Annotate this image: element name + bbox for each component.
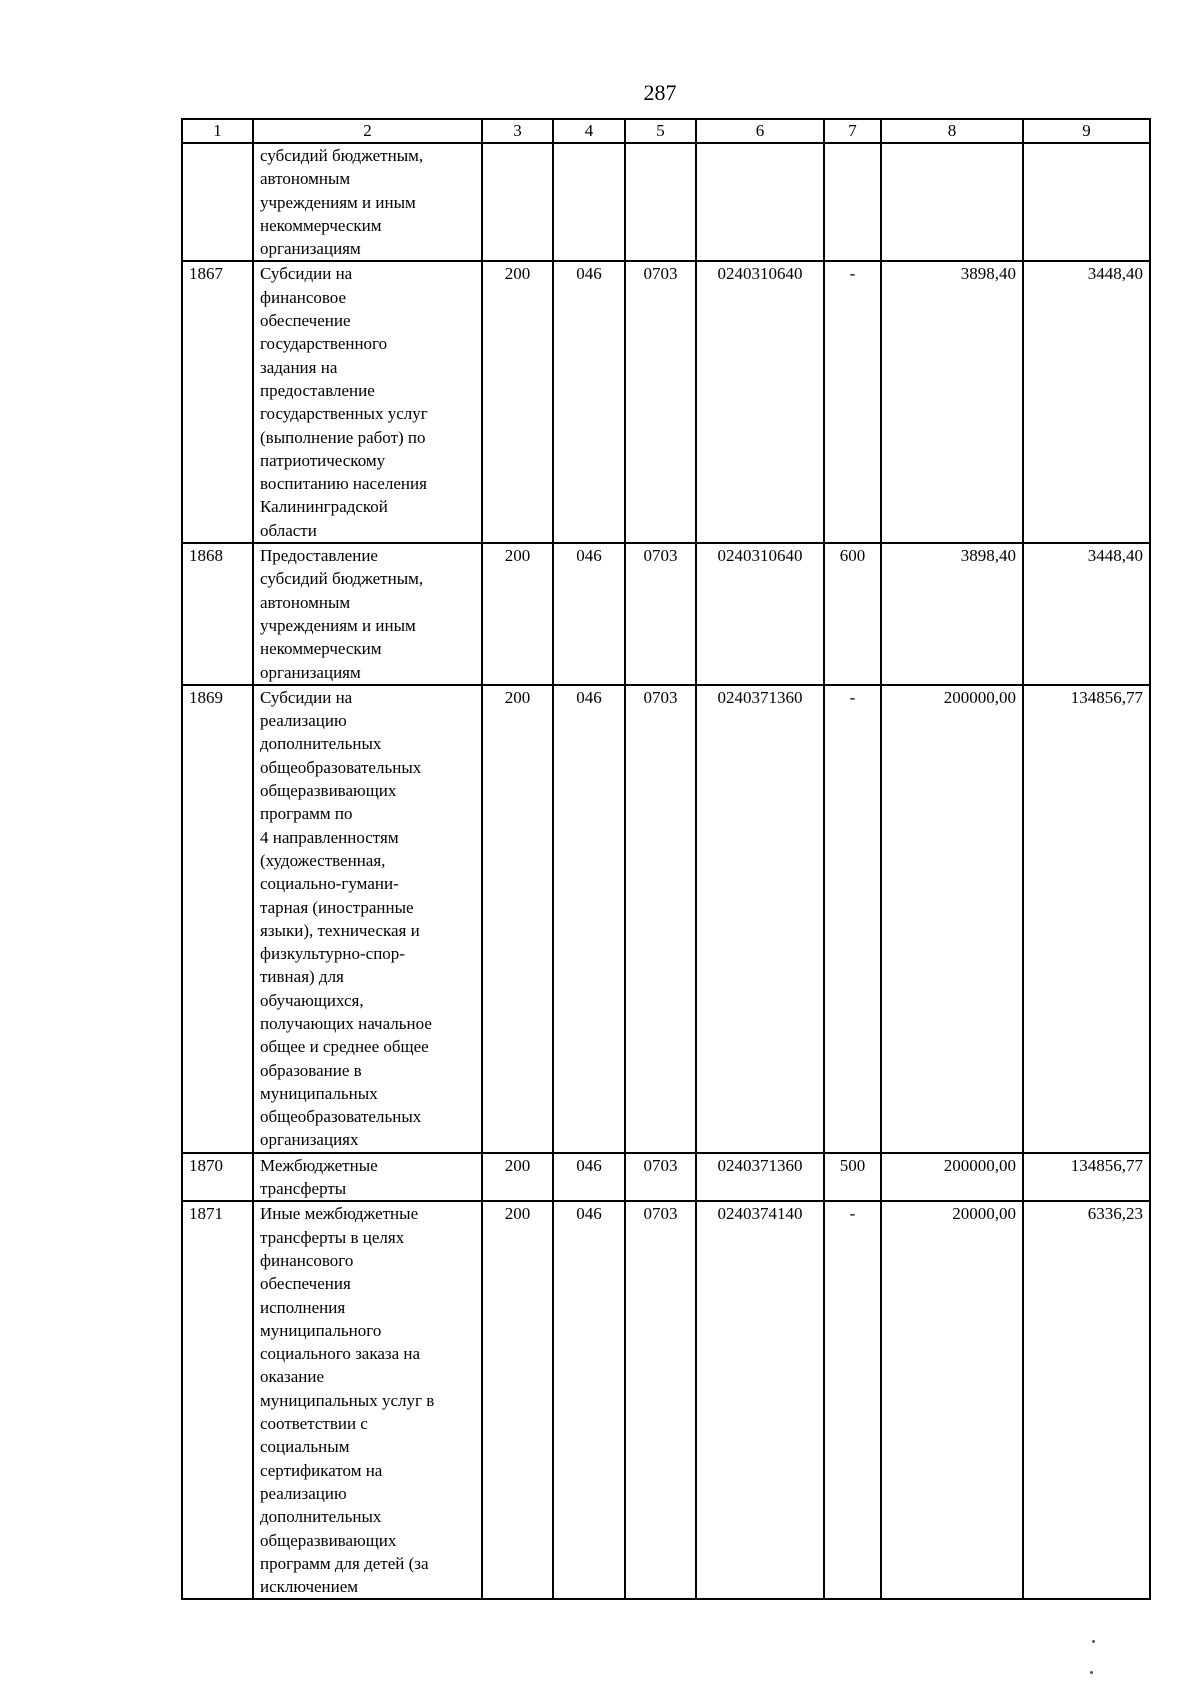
cell-col-4: 046 [553, 685, 625, 1153]
cell-col-6 [696, 143, 824, 261]
table-row [182, 143, 1150, 261]
cell-item-name: Предоставление субсидий бюджетным, автономным учреждениям и иным некоммерческим организациям [253, 543, 482, 685]
cell-col-4: 046 [553, 1201, 625, 1599]
col-header-5: 5 [625, 119, 696, 143]
cell-col-5: 0703 [625, 261, 696, 543]
cell-col-7: 500 [824, 1153, 881, 1202]
table-row [182, 261, 1150, 543]
table-body [182, 143, 1150, 1599]
cell-item-name: Межбюджетные трансферты [253, 1153, 482, 1202]
cell-row-number: 1868 [182, 543, 253, 685]
col-header-7: 7 [824, 119, 881, 143]
cell-col-9: 3448,40 [1023, 261, 1150, 543]
table-row [182, 1153, 1150, 1202]
cell-col-7: 600 [824, 543, 881, 685]
cell-col-5: 0703 [625, 1153, 696, 1202]
cell-col-7: - [824, 1201, 881, 1599]
cell-col-4: 046 [553, 543, 625, 685]
cell-col-8: 200000,00 [881, 1153, 1023, 1202]
cell-col-5: 0703 [625, 685, 696, 1153]
cell-col-6: 0240310640 [696, 543, 824, 685]
col-header-3: 3 [482, 119, 553, 143]
col-header-1: 1 [182, 119, 253, 143]
cell-col-5: 0703 [625, 543, 696, 685]
col-header-4: 4 [553, 119, 625, 143]
cell-item-name: субсидий бюджетным, автономным учреждениям и иным некоммерческим организациям [253, 143, 482, 261]
scan-speck [1090, 1671, 1093, 1674]
table-row [182, 543, 1150, 685]
cell-col-8: 20000,00 [881, 1201, 1023, 1599]
cell-col-4: 046 [553, 261, 625, 543]
col-header-2: 2 [253, 119, 482, 143]
cell-col-9: 6336,23 [1023, 1201, 1150, 1599]
header-row [182, 119, 1150, 143]
table-row [182, 1201, 1150, 1599]
scan-speck [1092, 1640, 1095, 1643]
cell-row-number: 1867 [182, 261, 253, 543]
cell-col-9: 134856,77 [1023, 685, 1150, 1153]
cell-row-number [182, 143, 253, 261]
cell-col-8: 3898,40 [881, 543, 1023, 685]
cell-col-5 [625, 143, 696, 261]
cell-col-7: - [824, 261, 881, 543]
table-row [182, 685, 1150, 1153]
cell-item-name: Субсидии на реализацию дополнительных общеобразовательных общеразвивающих программ по 4 направленностям (художественная, социально-гумани- тарная (иностранные языки), техническая и физкультурно-спор- тивная) для обучающихся, получающих начальное общее и среднее общее образование в муниципальных общеобразовательных организациях [253, 685, 482, 1153]
cell-col-6: 0240310640 [696, 261, 824, 543]
cell-col-3: 200 [482, 1201, 553, 1599]
cell-col-4: 046 [553, 1153, 625, 1202]
cell-col-8: 200000,00 [881, 685, 1023, 1153]
cell-item-name: Иные межбюджетные трансферты в целях финансового обеспечения исполнения муниципального социального заказа на оказание муниципальных услуг в соответствии с социальным сертификатом на реализацию дополнительных общеразвивающих программ для детей (за исключением [253, 1201, 482, 1599]
budget-table [181, 118, 1151, 1600]
cell-col-6: 0240371360 [696, 685, 824, 1153]
cell-col-3: 200 [482, 261, 553, 543]
page-number: 287 [643, 80, 677, 105]
cell-col-8 [881, 143, 1023, 261]
cell-col-6: 0240371360 [696, 1153, 824, 1202]
cell-col-8: 3898,40 [881, 261, 1023, 543]
cell-col-3: 200 [482, 543, 553, 685]
cell-col-5: 0703 [625, 1201, 696, 1599]
col-header-8: 8 [881, 119, 1023, 143]
cell-row-number: 1871 [182, 1201, 253, 1599]
cell-col-3: 200 [482, 685, 553, 1153]
cell-item-name: Субсидии на финансовое обеспечение государственного задания на предоставление государственных услуг (выполнение работ) по патриотическому воспитанию населения Калининградской области [253, 261, 482, 543]
cell-row-number: 1869 [182, 685, 253, 1153]
col-header-6: 6 [696, 119, 824, 143]
cell-col-7: - [824, 685, 881, 1153]
cell-col-3: 200 [482, 1153, 553, 1202]
cell-col-3 [482, 143, 553, 261]
cell-col-9 [1023, 143, 1150, 261]
cell-col-7 [824, 143, 881, 261]
col-header-9: 9 [1023, 119, 1150, 143]
cell-col-6: 0240374140 [696, 1201, 824, 1599]
cell-col-9: 134856,77 [1023, 1153, 1150, 1202]
cell-col-4 [553, 143, 625, 261]
cell-row-number: 1870 [182, 1153, 253, 1202]
cell-col-9: 3448,40 [1023, 543, 1150, 685]
